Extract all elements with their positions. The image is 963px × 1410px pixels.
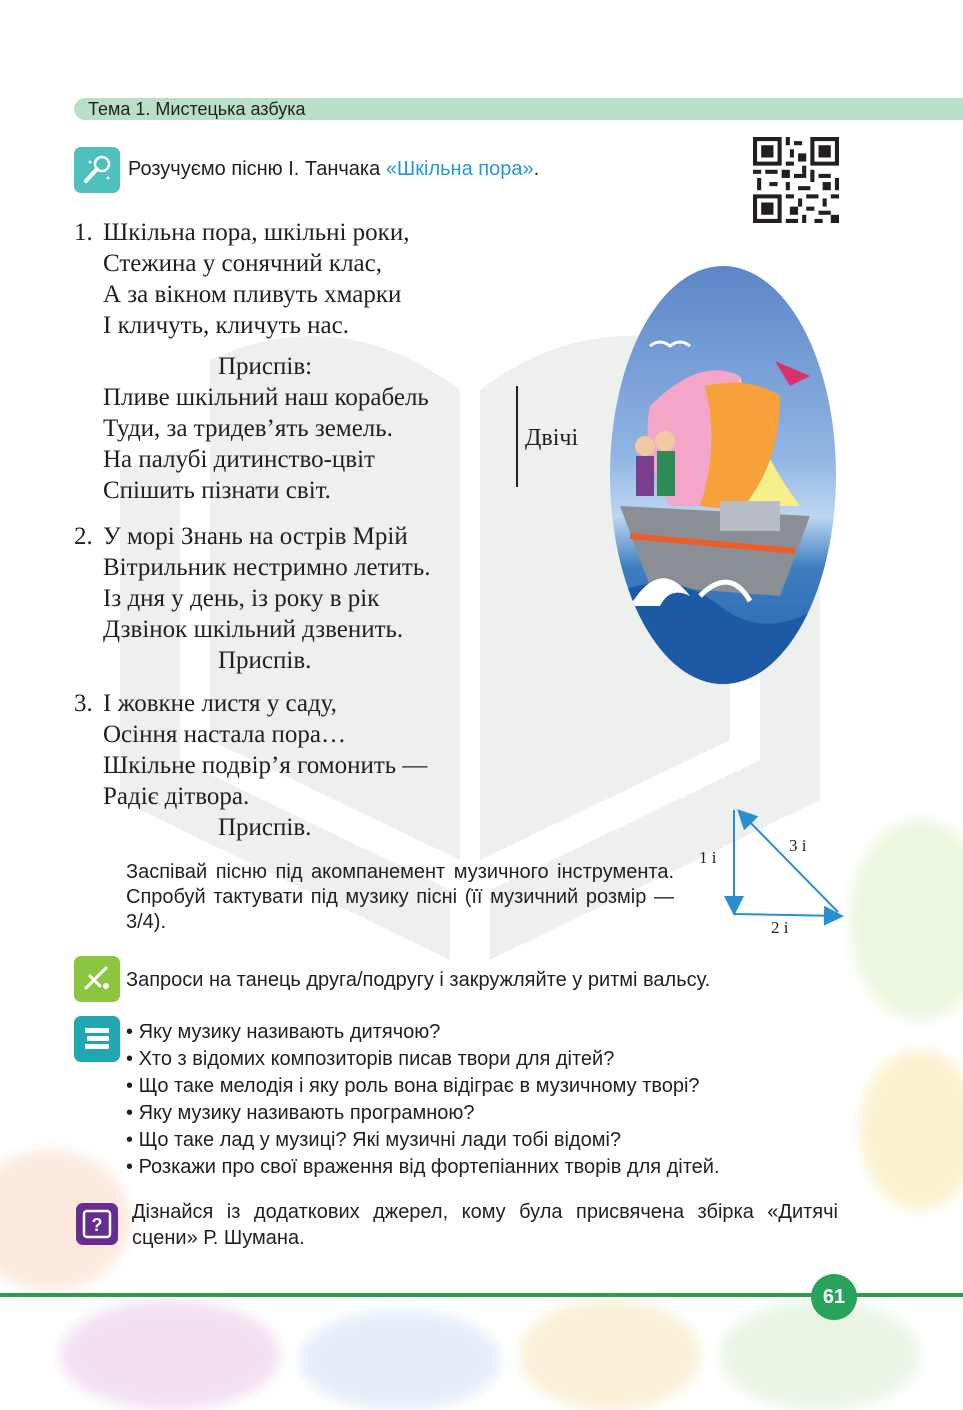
task-sing: Заспівай пісню під акомпанемент музичного інструмента. Спробуй тактувати під музику пісні (її музичний розмір — 3/4). <box>126 861 674 933</box>
question-item: • Розкажи про свої враження від фортепіанних творів для дітей. <box>126 1154 720 1181</box>
paint-splash-decor <box>300 1310 500 1410</box>
question-item: • Яку музику називають програмною? <box>126 1100 720 1127</box>
lyric-line: Із дня у день, із року в рік <box>103 585 380 612</box>
question-item: • Хто з відомих композиторів писав твори для дітей? <box>126 1046 720 1073</box>
paint-splash-decor <box>720 1300 920 1410</box>
page-number: 61 <box>811 1274 857 1320</box>
paint-splash-decor <box>60 1300 280 1410</box>
song-title: «Шкільна пора» <box>385 158 534 180</box>
beat-label-1: 1 і <box>699 848 717 867</box>
topic-title: Тема 1. Мистецька азбука <box>88 99 306 119</box>
task-dance: Запроси на танець друга/подругу і закружляйте у ритмі вальсу. <box>126 969 711 991</box>
repeat-twice-note: Двічі <box>525 425 579 451</box>
chorus-bracket <box>516 386 518 487</box>
song-lyrics <box>0 0 600 850</box>
paint-splash-decor <box>520 1300 700 1410</box>
lyric-line: Спішить пізнати світ. <box>103 477 331 504</box>
lyric-line: У морі Знань на острів Мрій <box>103 523 408 550</box>
lyric-line: Радіє дітвора. <box>103 783 250 810</box>
books-icon <box>74 1016 120 1062</box>
chorus-refrain: Приспів. <box>218 647 312 674</box>
beat-label-2: 2 і <box>771 918 789 937</box>
lyric-line: Туди, за тридев’ять земель. <box>103 415 393 442</box>
lyric-line: Шкільна пора, шкільні роки, <box>103 219 410 246</box>
verse-number: 1. <box>74 219 93 246</box>
paint-splash-decor <box>850 820 963 1020</box>
lyric-line: А за вікном пливуть хмарки <box>103 281 402 308</box>
question-list <box>126 1019 720 1181</box>
svg-text:?: ? <box>91 1215 103 1235</box>
lyric-line: На палубі дитинство-цвіт <box>103 446 375 473</box>
question-item: • Яку музику називають дитячою? <box>126 1019 720 1046</box>
lyric-line: Шкільне подвір’я гомонить — <box>103 752 428 779</box>
dance-icon <box>74 956 120 1002</box>
ship-illustration <box>610 266 836 684</box>
verse-number: 2. <box>74 523 93 550</box>
lyric-line: І жовкне листя у саду, <box>103 690 337 717</box>
verse-number: 3. <box>74 690 93 717</box>
question-item: • Що таке мелодія і яку роль вона відіграє в музичному творі? <box>126 1073 720 1100</box>
beat-label-3: 3 і <box>789 836 807 855</box>
chorus-refrain: Приспів. <box>218 814 312 841</box>
lyric-line: Пливе шкільний наш корабель <box>103 384 429 411</box>
chorus-title: Приспів: <box>218 353 313 380</box>
lyric-line: Дзвінок шкільний дзвенить. <box>103 616 404 643</box>
lyric-line: Вітрильник нестримно летить. <box>103 554 431 581</box>
qr-code-icon[interactable] <box>753 137 839 223</box>
paint-splash-decor <box>860 1050 963 1210</box>
lyric-line: Стежина у сонячний клас, <box>103 250 382 277</box>
lyric-line: Осіння настала пора… <box>103 721 347 748</box>
intro-text: Розучуємо пісню І. Танчака «Шкільна пора». <box>128 158 540 180</box>
question-item: • Що таке лад у музиці? Які музичні лади тобі відомі? <box>126 1127 720 1154</box>
question-mark-icon <box>76 1203 118 1245</box>
lyric-line: І кличуть, кличуть нас. <box>103 312 349 339</box>
task-research: Дізнайся із додаткових джерел, кому була присвячена збірка «Дитячі сцени» Р. Шумана. <box>132 1201 838 1249</box>
